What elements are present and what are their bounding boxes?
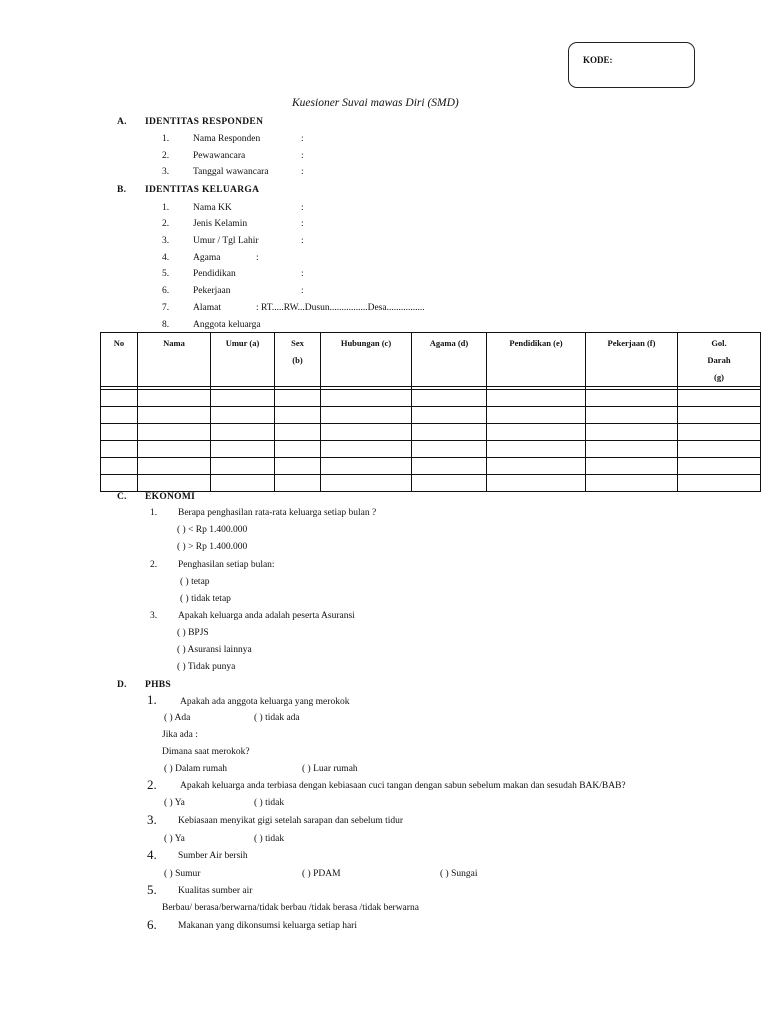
table-cell[interactable] xyxy=(586,458,678,475)
d-q1-line: Dimana saat merokok? xyxy=(162,747,250,757)
family-table xyxy=(100,332,761,492)
b-alamat-value: : RT.....RW...Dusun................Desa................ xyxy=(256,303,425,313)
table-cell[interactable] xyxy=(487,441,586,458)
table-cell[interactable] xyxy=(138,475,211,492)
section-c-heading: EKONOMI xyxy=(145,492,196,502)
kode-box xyxy=(568,42,695,88)
table-cell[interactable] xyxy=(138,441,211,458)
table-cell[interactable] xyxy=(678,390,761,407)
table-cell[interactable] xyxy=(412,390,487,407)
section-d-letter: D. xyxy=(117,680,127,690)
col-header-nama: Nama xyxy=(138,333,211,387)
d-q1-num: 1. xyxy=(147,692,157,707)
a-item-num: 3. xyxy=(162,167,170,177)
table-cell[interactable] xyxy=(586,441,678,458)
col-header-sex: Sex (b) xyxy=(275,333,321,387)
table-row xyxy=(101,441,761,458)
b-item-num: 6. xyxy=(162,286,170,296)
b-item-num: 2. xyxy=(162,219,170,229)
c-q3-option[interactable]: ( ) BPJS xyxy=(177,628,209,638)
c-q2-option[interactable]: ( ) tetap xyxy=(180,577,210,587)
b-item-colon: : xyxy=(256,253,259,263)
table-cell[interactable] xyxy=(321,458,412,475)
d-q5-num: 5. xyxy=(147,882,157,897)
b-alamat-num: 7. xyxy=(162,303,170,313)
d-q2-option[interactable]: ( ) tidak xyxy=(254,798,285,808)
table-cell[interactable] xyxy=(101,407,138,424)
b-item-label: Agama xyxy=(193,253,221,263)
table-cell[interactable] xyxy=(275,424,321,441)
table-cell[interactable] xyxy=(275,407,321,424)
table-cell[interactable] xyxy=(321,441,412,458)
c-q2-text: Penghasilan setiap bulan: xyxy=(178,560,275,570)
table-cell[interactable] xyxy=(275,441,321,458)
col-header-pendidikan: Pendidikan (e) xyxy=(487,333,586,387)
section-a-letter: A. xyxy=(117,117,127,127)
table-cell[interactable] xyxy=(101,424,138,441)
table-cell[interactable] xyxy=(586,390,678,407)
c-q3-text: Apakah keluarga anda adalah peserta Asuransi xyxy=(178,611,355,621)
table-cell[interactable] xyxy=(138,424,211,441)
table-cell[interactable] xyxy=(678,475,761,492)
c-q3-option[interactable]: ( ) Asuransi lainnya xyxy=(177,645,252,655)
d-q5-text: Kualitas sumber air xyxy=(178,886,253,896)
table-row xyxy=(101,424,761,441)
b-alamat-label: Alamat xyxy=(193,303,221,313)
b-item-label: Pekerjaan xyxy=(193,286,231,296)
b-anggota-num: 8. xyxy=(162,320,170,330)
table-row xyxy=(101,458,761,475)
b-item-label: Pendidikan xyxy=(193,269,236,279)
d-q2-num: 2. xyxy=(147,777,157,792)
d-q1-line: Jika ada : xyxy=(162,730,198,740)
col-header-hubungan: Hubungan (c) xyxy=(321,333,412,387)
d-q4-option[interactable]: ( ) PDAM xyxy=(302,869,341,879)
col-header-umur: Umur (a) xyxy=(211,333,275,387)
table-cell[interactable] xyxy=(678,407,761,424)
table-cell[interactable] xyxy=(678,424,761,441)
b-item-label: Jenis Kelamin xyxy=(193,219,248,229)
table-cell[interactable] xyxy=(678,441,761,458)
section-b-letter: B. xyxy=(117,185,127,195)
b-item-label: Nama KK xyxy=(193,203,232,213)
table-cell[interactable] xyxy=(275,475,321,492)
a-item-label: Tanggal wawancara xyxy=(193,167,269,177)
d-q3-num: 3. xyxy=(147,812,157,827)
table-row xyxy=(101,475,761,492)
c-q1-option[interactable]: ( ) < Rp 1.400.000 xyxy=(177,525,248,535)
section-b-heading: IDENTITAS KELUARGA xyxy=(145,185,260,195)
b-anggota-label: Anggota keluarga xyxy=(193,320,261,330)
table-cell[interactable] xyxy=(138,390,211,407)
table-cell[interactable] xyxy=(275,458,321,475)
table-cell[interactable] xyxy=(101,475,138,492)
table-cell[interactable] xyxy=(211,390,275,407)
table-cell[interactable] xyxy=(211,458,275,475)
b-item-colon: : xyxy=(301,203,304,213)
table-cell[interactable] xyxy=(211,424,275,441)
d-q1-text: Apakah ada anggota keluarga yang merokok xyxy=(180,697,350,707)
table-cell[interactable] xyxy=(321,407,412,424)
table-cell[interactable] xyxy=(412,441,487,458)
b-item-num: 1. xyxy=(162,203,170,213)
col-header-no: No xyxy=(101,333,138,387)
table-cell[interactable] xyxy=(412,458,487,475)
col-header-pekerjaan: Pekerjaan (f) xyxy=(586,333,678,387)
table-cell[interactable] xyxy=(487,458,586,475)
d-q1-option[interactable]: ( ) Dalam rumah xyxy=(164,764,228,774)
table-cell[interactable] xyxy=(487,407,586,424)
d-q1-option[interactable]: ( ) tidak ada xyxy=(254,713,300,723)
c-q2-num: 2. xyxy=(150,560,158,570)
table-cell[interactable] xyxy=(412,475,487,492)
table-cell[interactable] xyxy=(678,458,761,475)
a-item-colon: : xyxy=(301,134,304,144)
table-cell[interactable] xyxy=(101,458,138,475)
a-item-colon: : xyxy=(301,167,304,177)
table-row xyxy=(101,390,761,407)
b-item-colon: : xyxy=(301,219,304,229)
table-cell[interactable] xyxy=(101,441,138,458)
c-q1-text: Berapa penghasilan rata-rata keluarga setiap bulan ? xyxy=(178,508,377,518)
d-q4-num: 4. xyxy=(147,847,157,862)
table-cell[interactable] xyxy=(321,390,412,407)
c-q2-option[interactable]: ( ) tidak tetap xyxy=(180,594,231,604)
d-q3-option[interactable]: ( ) Ya xyxy=(164,834,185,844)
b-item-colon: : xyxy=(301,236,304,246)
d-q5-line: Berbau/ berasa/berwarna/tidak berbau /tidak berasa /tidak berwarna xyxy=(162,903,419,913)
table-cell[interactable] xyxy=(321,424,412,441)
d-q3-option[interactable]: ( ) tidak xyxy=(254,834,285,844)
table-cell[interactable] xyxy=(101,390,138,407)
b-item-colon: : xyxy=(301,286,304,296)
table-cell[interactable] xyxy=(275,390,321,407)
table-cell[interactable] xyxy=(211,475,275,492)
table-cell[interactable] xyxy=(138,458,211,475)
c-q1-num: 1. xyxy=(150,508,158,518)
c-q3-num: 3. xyxy=(150,611,158,621)
a-item-num: 2. xyxy=(162,151,170,161)
c-q1-option[interactable]: ( ) > Rp 1.400.000 xyxy=(177,542,248,552)
table-cell[interactable] xyxy=(586,424,678,441)
d-q3-text: Kebiasaan menyikat gigi setelah sarapan dan sebelum tidur xyxy=(178,816,404,826)
table-row xyxy=(101,407,761,424)
table-cell[interactable] xyxy=(487,390,586,407)
table-cell[interactable] xyxy=(586,407,678,424)
section-a-heading: IDENTITAS RESPONDEN xyxy=(145,117,264,127)
b-item-num: 4. xyxy=(162,253,170,263)
section-c-letter: C. xyxy=(117,492,127,502)
a-item-colon: : xyxy=(301,151,304,161)
b-item-colon: : xyxy=(301,269,304,279)
table-cell[interactable] xyxy=(211,407,275,424)
page-title: Kuesioner Suvai mawas Diri (SMD) xyxy=(292,97,459,109)
table-cell[interactable] xyxy=(321,475,412,492)
kode-label: KODE: xyxy=(583,55,613,65)
table-cell[interactable] xyxy=(412,407,487,424)
col-header-agama: Agama (d) xyxy=(412,333,487,387)
a-item-label: Nama Responden xyxy=(193,134,261,144)
d-q2-text: Apakah keluarga anda terbiasa dengan kebiasaan cuci tangan dengan sabun sebelum makan dan sesudah BAK/BAB? xyxy=(180,781,626,791)
table-header-row xyxy=(101,333,761,387)
d-q1-option[interactable]: ( ) Luar rumah xyxy=(302,764,358,774)
table-cell[interactable] xyxy=(211,441,275,458)
section-d-heading: PHBS xyxy=(145,680,172,690)
d-q6-text: Makanan yang dikonsumsi keluarga setiap hari xyxy=(178,921,357,931)
d-q6-num: 6. xyxy=(147,917,157,932)
d-q1-option[interactable]: ( ) Ada xyxy=(164,713,191,723)
b-item-num: 5. xyxy=(162,269,170,279)
c-q3-option[interactable]: ( ) Tidak punya xyxy=(177,662,236,672)
d-q4-option[interactable]: ( ) Sumur xyxy=(164,869,201,879)
table-cell[interactable] xyxy=(138,407,211,424)
table-cell[interactable] xyxy=(586,475,678,492)
a-item-label: Pewawancara xyxy=(193,151,246,161)
d-q2-option[interactable]: ( ) Ya xyxy=(164,798,185,808)
d-q4-text: Sumber Air bersih xyxy=(178,851,248,861)
table-cell[interactable] xyxy=(487,424,586,441)
table-cell[interactable] xyxy=(487,475,586,492)
d-q4-option[interactable]: ( ) Sungai xyxy=(440,869,478,879)
b-item-label: Umur / Tgl Lahir xyxy=(193,236,259,246)
table-cell[interactable] xyxy=(412,424,487,441)
a-item-num: 1. xyxy=(162,134,170,144)
col-header-gol-darah: Gol. Darah (g) xyxy=(678,333,761,387)
b-item-num: 3. xyxy=(162,236,170,246)
